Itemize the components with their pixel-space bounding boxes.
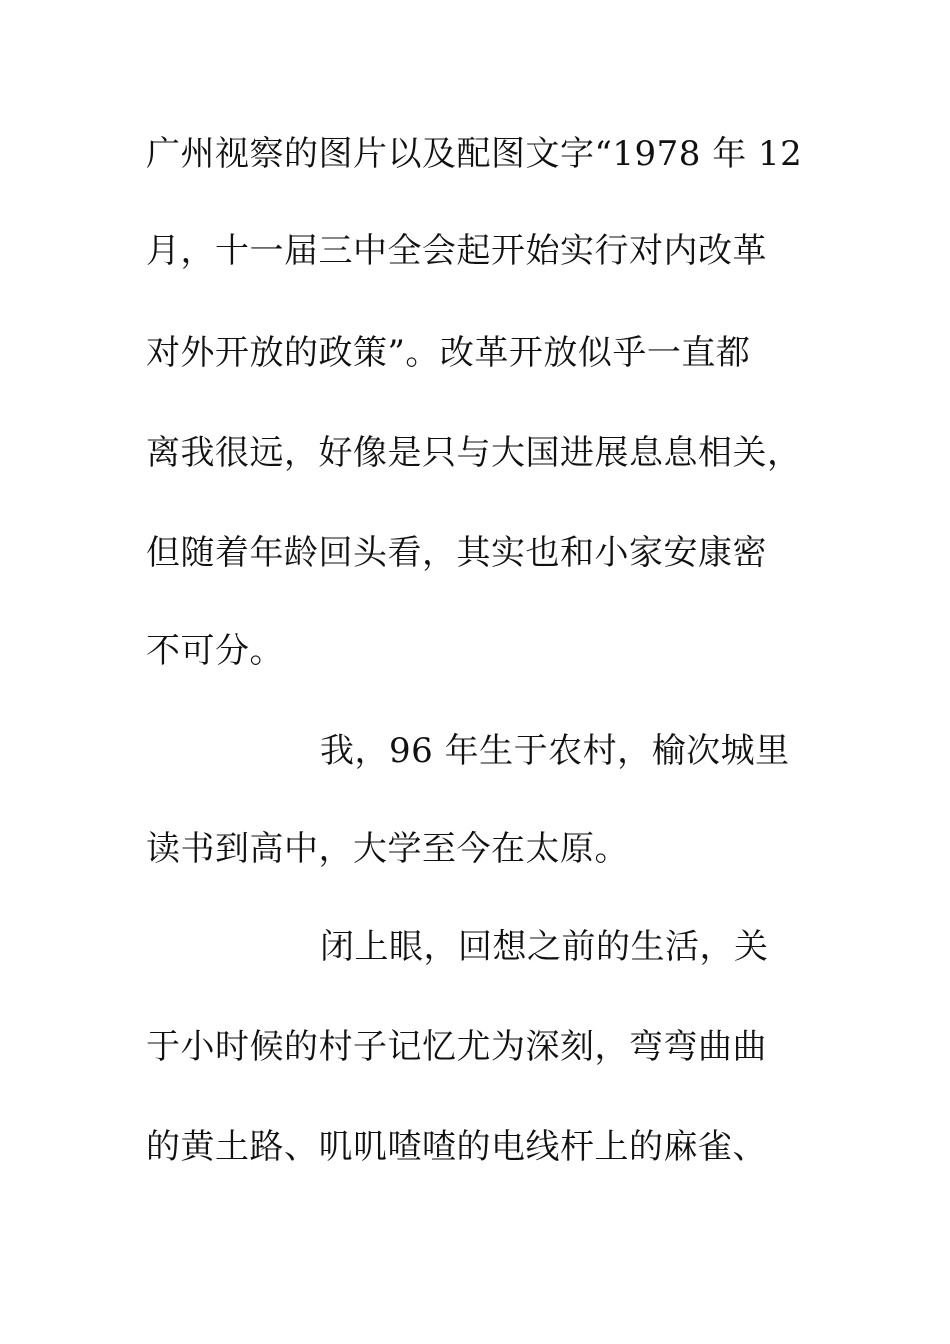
text-line: 离我很远，好像是只与大国进展息息相关， [146,433,802,473]
text-line: 于小时候的村子记忆尤为深刻，弯弯曲曲 [146,1027,767,1067]
text-line: 月，十一届三中全会起开始实行对内改革 [146,231,767,271]
paragraph-first-line: 闭上眼，回想之前的生活，关 [320,927,769,967]
text-line: 广州视察的图片以及配图文字“1978 年 12 [146,134,803,174]
text-line: 的黄土路、叽叽喳喳的电线杆上的麻雀、 [146,1127,767,1167]
text-line: 对外开放的政策”。改革开放似乎一直都 [146,333,751,373]
paragraph-first-line: 我，96 年生于农村，榆次城里 [320,731,790,771]
text-line: 不可分。 [146,631,284,671]
text-line: 但随着年龄回头看，其实也和小家安康密 [146,533,767,573]
text-line: 读书到高中，大学至今在太原。 [146,829,629,869]
